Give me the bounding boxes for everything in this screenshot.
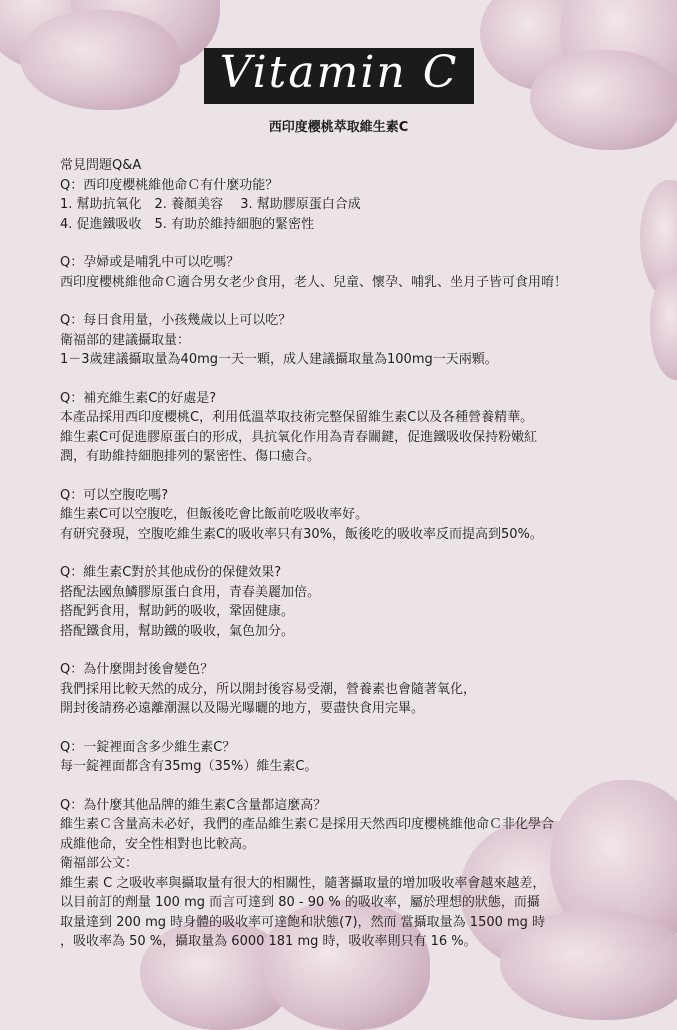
faq-block <box>60 660 660 719</box>
faq-answer-line: 衛福部公文： <box>60 856 139 871</box>
faq-question: Q：為什麼開封後會變色？ <box>60 662 214 677</box>
faq-question: Q：孕婦或是哺乳中可以吃嗎？ <box>60 255 240 270</box>
faq-answer-line: 1－3歲建議攝取量為40mg一天一顆，成人建議攝取量為100mg一天兩顆。 <box>60 352 498 367</box>
faq-block <box>60 563 660 641</box>
faq-question: Q：西印度櫻桃維他命Ｃ有什麼功能？ <box>60 177 279 193</box>
faq-answer-line: 本產品採用西印度櫻桃C，利用低溫萃取技術完整保留維生素C以及各種營養精華。 <box>60 410 534 425</box>
faq-answer-line: 維生素C可促進膠原蛋白的形成，具抗氧化作用為青春關鍵，促進鐵吸收保持粉嫩紅 <box>60 429 538 445</box>
faq-answer-line: 有研究發現，空腹吃維生素C的吸收率只有30%，飯後吃的吸收率反而提高到50%。 <box>60 526 543 542</box>
faq-answer-line: 每一錠裡面都含有35mg（35%）維生素C。 <box>60 759 318 774</box>
faq-answer-line: 西印度櫻桃維他命Ｃ適合男女老少食用，老人、兒童、懷孕、哺乳、坐月子皆可食用唷！ <box>60 274 568 290</box>
faq-answer-line: 4. 促進鐵吸收 5. 有助於維持細胞的緊密性 <box>60 216 315 232</box>
faq-answer-line: ，吸收率為 50 %，攝取量為 6000 181 mg 時，吸收率則只有 16 %。 <box>60 934 477 949</box>
faq-answer-line: 成維他命，安全性相對也比較高。 <box>60 836 256 852</box>
faq-question: Q：可以空腹吃嗎? <box>60 487 169 503</box>
faq-block <box>60 389 660 467</box>
faq-heading: 常見問題Q&A <box>60 158 142 173</box>
faq-question: Q：一錠裡面含多少維生素C？ <box>60 739 236 755</box>
faq-answer-line: 我們採用比較天然的成分，所以開封後容易受潮，營養素也會隨著氧化， <box>60 681 477 697</box>
faq-question: Q：每日食用量，小孩幾歲以上可以吃？ <box>60 313 292 328</box>
faq-answer-line: 維生素 C 之吸收率與攝取量有很大的相關性，隨著攝取量的增加吸收率會越來越差， <box>60 875 546 891</box>
faq-block <box>60 253 660 292</box>
faq-answer-line: 維生素C可以空腹吃，但飯後吃會比飯前吃吸收率好。 <box>60 507 369 522</box>
flower-decoration-top-right <box>470 0 677 160</box>
faq-block <box>60 311 660 370</box>
faq-answer-line: 搭配鈣食用，幫助鈣的吸收，鞏固健康。 <box>60 604 295 619</box>
faq-question: Q：為什麼其他品牌的維生素C含量都這麼高？ <box>60 797 327 813</box>
faq-question: Q：補充維生素C的好處是? <box>60 390 217 406</box>
faq-answer-line: 開封後請務必遠離潮濕以及陽光曝曬的地方，要盡快食用完畢。 <box>60 701 425 716</box>
faq-answer-line: 潤，有助維持細胞排列的緊密性、傷口癒合。 <box>60 449 321 464</box>
faq-answer-line: 搭配鐵食用，幫助鐵的吸收，氣色加分。 <box>60 623 295 639</box>
faq-answer-line: 以目前訂的劑量 100 mg 而言可達到 80 - 90 % 的吸收率，屬於理想的狀態，而攝 <box>60 895 540 910</box>
faq-answer-line: 取量達到 200 mg 時身體的吸收率可達飽和狀態(7)，然而 當攝取量為 1500 mg 時 <box>60 914 546 930</box>
faq-question: Q：維生素C對於其他成份的保健效果? <box>60 565 282 580</box>
faq-block <box>60 738 660 777</box>
faq-answer-line: 衛福部的建議攝取量： <box>60 332 191 348</box>
page-title: Vitamin C <box>219 47 459 98</box>
faq-content <box>60 156 660 952</box>
faq-block <box>60 486 660 545</box>
faq-answer-line: 搭配法國魚鱗膠原蛋白食用，青春美麗加倍。 <box>60 584 321 600</box>
page-subtitle: 西印度櫻桃萃取維生素C <box>268 120 409 135</box>
faq-block <box>60 796 660 952</box>
faq-answer-line: 維生素Ｃ含量高未必好，我們的產品維生素Ｃ是採用天然西印度櫻桃維他命Ｃ非化學合 <box>60 817 555 832</box>
faq-block <box>60 156 660 234</box>
faq-answer-line: 1. 幫助抗氧化 2. 養顏美容 3. 幫助膠原蛋白合成 <box>60 197 361 212</box>
